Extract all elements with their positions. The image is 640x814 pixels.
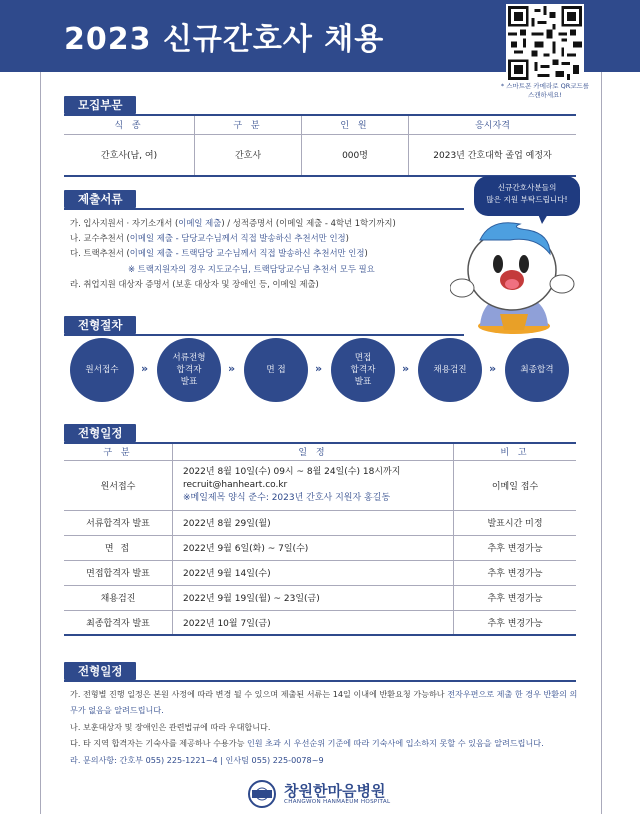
schedule-name: 면접합격자 발표: [86, 569, 150, 579]
schedule-date: 2022년 9월 19일(월) ~ 23일(금): [173, 585, 454, 610]
hospital-logo-icon: [246, 780, 278, 808]
table-row: [64, 585, 576, 610]
arrow-icon: »: [228, 362, 236, 375]
section-title-recruit: 모집부문: [64, 96, 136, 114]
arrow-icon: »: [402, 362, 410, 375]
process-step-1: 원서접수: [70, 338, 134, 402]
schedule-table: [64, 444, 576, 636]
section-title-schedule: 전형일정: [64, 424, 136, 442]
recruit-header-count: 인 원: [302, 116, 409, 134]
recruit-cell-count: 000명: [302, 134, 409, 176]
header-banner: [0, 0, 640, 72]
schedule-header-type: 구 분: [103, 448, 133, 459]
process-step-4: 면접 합격자 발표: [331, 338, 395, 402]
process-step-3: 면 접: [244, 338, 308, 402]
email-link[interactable]: recruit@hanheart.co.kr: [183, 479, 288, 490]
schedule-name: 면 접: [104, 544, 132, 554]
docs-line-4: 라. 취업지원 대상자 증명서 (보훈 대상자 및 장애인 등, 이메일 제출): [70, 278, 319, 289]
notes-line-1: 가. 전형별 진행 일정은 본원 사정에 따라 변경 될 수 있으며 제출된 서류는 14일 이내에 반환요청 가능하나 전자우편으로 제출 한 경우 반환의 의무가 없음을 알려드립니다.: [70, 689, 578, 716]
process-step-2: 서류전형 합격자 발표: [157, 338, 221, 402]
notes-line-3: 다. 타 지역 합격자는 기숙사를 제공하나 수용가능 인원 초과 시 우선순위 기준에 따라 기숙사에 입소하지 못할 수 있음을 알려드립니다.: [70, 738, 544, 749]
schedule-name: 서류합격자 발표: [86, 519, 150, 529]
hospital-name-en: CHANGWON HANMAEUM HOSPITAL: [284, 799, 391, 805]
recruit-header-qualification: 응시자격: [409, 116, 577, 134]
recruit-header-type: 식 종: [114, 121, 144, 132]
table-row: [64, 460, 576, 510]
schedule-date: 2022년 9월 14일(수): [173, 560, 454, 585]
schedule-remark: 추후 변경가능: [454, 585, 577, 610]
schedule-remark: 추후 변경가능: [454, 560, 577, 585]
process-step-6: 최종합격: [505, 338, 569, 402]
divider: [64, 680, 576, 682]
schedule-header-remark: 비 고: [454, 444, 577, 460]
table-row: [64, 560, 576, 585]
schedule-name: 채용검진: [100, 594, 136, 604]
docs-line-3: 다. 트랙추천서 (이메일 제출 - 트랙담당 교수님께서 직접 발송하신 추천서만 인정): [70, 248, 368, 259]
schedule-date: 2022년 8월 10일(수) 09시 ~ 8월 24일(수) 18시까지 recruit@hanheart.co.kr ※메일제목 양식 준수: 2023년 간호사 지원자 홍길동: [173, 460, 454, 510]
notes-list: [70, 686, 582, 768]
page-title: 2023 신규간호사 채용: [64, 22, 385, 57]
recruit-header-category: 구 분: [195, 116, 302, 134]
schedule-date: 2022년 8월 29일(월): [173, 510, 454, 535]
section-title-process: 전형절차: [64, 316, 136, 334]
docs-list: [70, 216, 490, 292]
mascot-icon: [450, 214, 580, 334]
schedule-remark: 추후 변경가능: [454, 535, 577, 560]
docs-note: ※ 트랙지원자의 경우 지도교수님, 트랙담당교수님 추천서 모두 필요: [128, 263, 375, 274]
arrow-icon: »: [141, 362, 149, 375]
schedule-header-date: 일 정: [173, 444, 454, 460]
table-row: [64, 510, 576, 535]
recruit-table: [64, 116, 576, 177]
schedule-date: 2022년 10월 7일(금): [173, 610, 454, 635]
speech-bubble: 신규간호사분들의 많은 지원 부탁드립니다!: [474, 176, 580, 216]
hospital-name: 창원한마음병원: [284, 782, 386, 800]
schedule-remark: 추후 변경가능: [454, 610, 577, 635]
qr-code-icon[interactable]: [506, 4, 584, 82]
section-title-notes: 전형일정: [64, 662, 136, 680]
table-row: [64, 535, 576, 560]
recruit-cell-category: 간호사: [195, 134, 302, 176]
schedule-remark: 발표시간 미정: [454, 510, 577, 535]
divider: [64, 208, 464, 210]
qr-note: * 스마트폰 카메라로 QR코드를 스캔하세요!: [500, 82, 590, 99]
notes-contact: 라. 문의사항: 간호부 055) 225-1221~4 | 인사팀 055) 225-0078~9: [70, 754, 324, 765]
table-row: [64, 610, 576, 635]
schedule-remark: 이메일 접수: [454, 460, 577, 510]
divider: [64, 334, 464, 336]
schedule-date: 2022년 9월 6일(화) ~ 7일(수): [173, 535, 454, 560]
schedule-name: 원서접수: [100, 481, 136, 492]
arrow-icon: »: [315, 362, 323, 375]
arrow-icon: »: [489, 362, 497, 375]
recruit-cell-qualification: 2023년 간호대학 졸업 예정자: [409, 134, 577, 176]
process-step-5: 채용검진: [418, 338, 482, 402]
schedule-name: 최종합격자 발표: [86, 618, 150, 629]
notes-line-2: 나. 보훈대상자 및 장애인은 관련법규에 따라 우대합니다.: [70, 721, 271, 732]
recruit-cell-type: 간호사(남, 여): [100, 151, 158, 162]
docs-line-1: 가. 입사지원서 · 자기소개서 (이메일 제출) / 성적증명서 (이메일 제출 - 4학년 1학기까지): [70, 218, 396, 228]
docs-line-2: 나. 교수추천서 (이메일 제출 - 담당교수님께서 직접 발송하신 추천서만 인정): [70, 233, 349, 244]
section-title-docs: 제출서류: [64, 190, 136, 208]
